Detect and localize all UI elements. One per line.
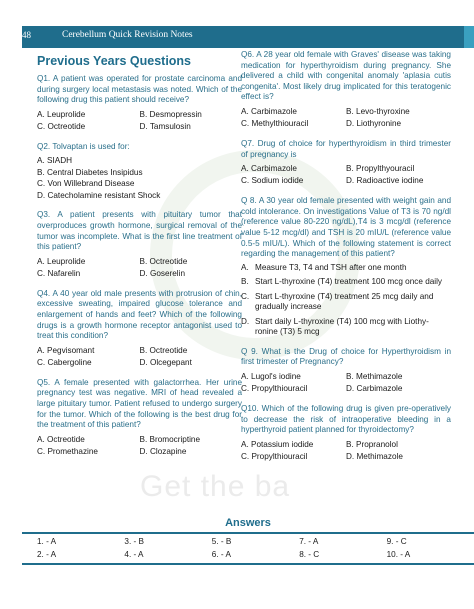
option-item <box>241 317 451 338</box>
option-item <box>241 277 451 288</box>
left-column <box>37 50 242 467</box>
option-item: B. Desmopressin <box>139 109 202 119</box>
option-item: D. Methimazole <box>346 451 403 461</box>
right-column <box>241 50 451 472</box>
option-row <box>241 163 451 175</box>
question-options <box>37 155 242 201</box>
question-text: Q7. Drug of choice for hyperthyroidism in third trimester of pregnancy is <box>241 138 451 159</box>
header-bar <box>22 26 474 48</box>
option-item: B. Methimazole <box>346 371 403 381</box>
header-accent <box>464 26 474 48</box>
option-item: C. Methylthiouracil <box>241 118 309 128</box>
option-item: A. Leuprolide <box>37 256 86 266</box>
option-item <box>241 292 451 313</box>
answer-item: 5. - B <box>211 537 232 546</box>
option-item: C. Propylthiouracil <box>241 383 308 393</box>
option-item: A. SIADH <box>37 156 73 166</box>
question-text: Q6. A 28 year old female with Graves' disease was taking medication for hyperthyroidism during pregnancy. She delivered a child with congenital anomaly 'aplasia cutis congenita'. Most likely drug implicated for this teratogenic effect is? <box>241 50 451 102</box>
option-row <box>241 451 451 463</box>
option-item: D. Goserelin <box>139 268 186 278</box>
option-row <box>241 371 451 383</box>
option-item: B. Propranolol <box>346 439 398 449</box>
option-item: C. Cabergoline <box>37 357 92 367</box>
question-options <box>241 163 451 187</box>
option-item: D. Olcegepant <box>139 357 192 367</box>
answer-item: 8. - C <box>299 550 320 559</box>
option-item: C. Promethazine <box>37 446 98 456</box>
option-row <box>37 345 242 357</box>
question-options <box>241 371 451 395</box>
answers-bottom-divider <box>22 563 474 565</box>
option-text: Start L-thyroxine (T4) treatment 25 mcg daily and gradually increase <box>255 291 434 312</box>
page-number: 48 <box>22 30 31 40</box>
option-text: Start L-thyroxine (T4) treatment 100 mcg once daily <box>255 277 443 287</box>
option-item: A. Potassium iodide <box>241 439 314 449</box>
header-title: Cerebellum Quick Revision Notes <box>62 30 193 40</box>
question-options <box>37 109 242 133</box>
option-item: A. Lugol's iodine <box>241 371 301 381</box>
question-options <box>241 263 451 338</box>
option-row <box>241 175 451 187</box>
option-letter: D. <box>241 316 250 326</box>
option-letter: B. <box>241 277 249 287</box>
option-text: Measure T3, T4 and TSH after one month <box>255 262 407 272</box>
option-row <box>241 439 451 451</box>
option-row <box>37 109 242 121</box>
answer-item: 4. - A <box>124 550 144 559</box>
option-item: B. Levo-thyroxine <box>346 106 410 116</box>
option-row <box>37 434 242 446</box>
option-item: D. Catecholamine resistant Shock <box>37 190 161 200</box>
option-item: C. Propylthiouracil <box>241 451 308 461</box>
option-letter: C. <box>241 291 250 301</box>
answers-grid <box>22 537 474 559</box>
answer-item: 10. - A <box>386 550 411 559</box>
option-item: B. Bromocriptine <box>139 434 201 444</box>
option-text: Start daily L-thyroxine (T4) 100 mcg with Liothy-ronine (T3) 5 mcg <box>255 316 429 337</box>
answer-item: 7. - A <box>299 537 319 546</box>
option-row <box>37 446 242 458</box>
option-item: D. Tamsulosin <box>139 121 191 131</box>
option-item <box>241 263 451 274</box>
question-text: Q3. A patient presents with pituitary tumor that overproduces growth hormone, surgical removal of the tumor was incomplete. What is the first line treatment of this patient? <box>37 210 242 252</box>
option-item: C. Von Willebrand Disease <box>37 179 135 189</box>
question-options <box>37 345 242 369</box>
option-item: A. Pegvisomant <box>37 345 95 355</box>
option-item: A. Carbimazole <box>241 106 297 116</box>
option-item: A. Leuprolide <box>37 109 86 119</box>
question-text: Q 8. A 30 year old female presented with weight gain and cold intolerance. On investigations Value of T3 is 70 ng/dl (reference value 80-220 ng/dL),T4 is 3 mcg/dl (reference value 5-12 mcg/dl) and TSH is 20 mIU/L (reference value 0.5-5 mIU/L). Which of the following statement is correct regarding the management of this patient? <box>241 196 451 259</box>
question-options <box>37 434 242 458</box>
option-row <box>241 106 451 118</box>
option-letter: A. <box>241 262 249 272</box>
answer-item: 2. - A <box>37 550 57 559</box>
option-item: D. Radioactive iodine <box>346 176 424 186</box>
option-item: C. Sodium iodide <box>241 176 304 186</box>
option-row <box>241 383 451 395</box>
question-options <box>241 439 451 463</box>
answer-item: 9. - C <box>386 537 407 546</box>
question-options <box>37 256 242 280</box>
question-text: Q5. A female presented with galactorrhea. Her urine pregnancy test was negative. MRI of head revealed a large pituitary tumor. Patient refused to undergo surgery for the tumor. Which of the following is the best drug for the treatment of this patient? <box>37 377 242 430</box>
answer-item: 3. - B <box>124 537 144 546</box>
option-row <box>37 268 242 280</box>
question-text: Q2. Tolvaptan is used for: <box>37 141 130 151</box>
option-item: D. Clozapine <box>139 446 187 456</box>
option-item: D. Carbimazole <box>346 383 403 393</box>
section-title: Previous Years Questions <box>37 54 192 68</box>
question-text: Q 9. What is the Drug of choice for Hyperthyroidism in first trimester of Pregnancy? <box>241 346 451 367</box>
option-item: C. Octreotide <box>37 121 86 131</box>
option-item: B. Octreotide <box>139 256 188 266</box>
question-text: Q4. A 40 year old male presents with protrusion of chin, excessive sweating, impaired glucose tolerance and enlargement of hands and feet? Which of the following drugs is a growth hormone receptor antagonist used to treat this condition? <box>37 288 242 341</box>
question-options <box>241 106 451 130</box>
answers-title: Answers <box>225 517 271 529</box>
answer-item: 6. - A <box>211 550 231 559</box>
option-row <box>241 118 451 130</box>
watermark-text: Get the ba <box>140 470 291 503</box>
answer-item: 1. - A <box>37 537 57 546</box>
option-item: C. Nafarelin <box>37 268 81 278</box>
question-text: Q10. Which of the following drug is given pre-operatively to decrease the risk of intraoperative bleeding in a hyperthyroid patient planned for thyroidectomy? <box>241 403 451 435</box>
question-text: Q1. A patient was operated for prostate carcinoma and during surgery local metastasis was noted. Which of the following drug this patient should receive? <box>37 74 242 105</box>
option-row <box>37 121 242 133</box>
option-item: A. Octreotide <box>37 434 85 444</box>
option-item: B. Central Diabetes Insipidus <box>37 167 143 177</box>
answers-divider <box>22 532 474 534</box>
option-item: D. Liothyronine <box>346 118 402 128</box>
answers-section <box>22 517 474 565</box>
option-row <box>37 256 242 268</box>
option-row <box>37 357 242 369</box>
option-item: B. Octreotide <box>139 345 188 355</box>
option-item: B. Propylthyouracil <box>346 164 415 174</box>
option-item: A. Carbimazole <box>241 164 297 174</box>
